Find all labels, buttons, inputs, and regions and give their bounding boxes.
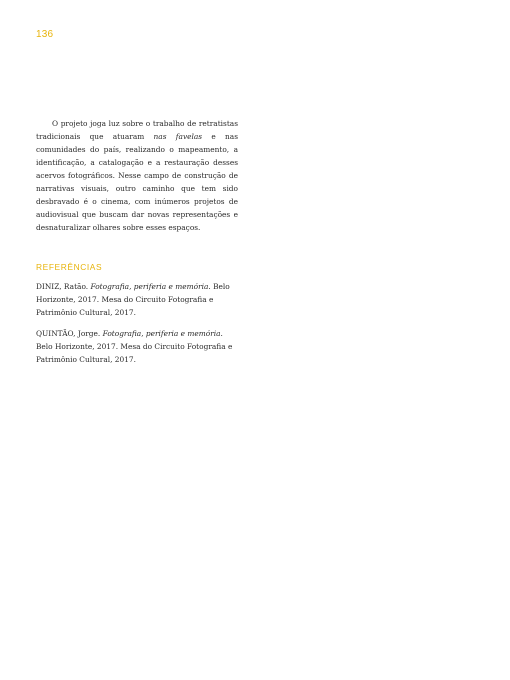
references-heading: REFERÊNCIAS bbox=[36, 262, 103, 272]
reference-author: QUINTÃO, Jorge. bbox=[36, 329, 103, 338]
reference-details: . Belo Horizonte, 2017. Mesa do Circuito Fotografia e Patrimônio Cultural, 2017. bbox=[36, 282, 230, 317]
reference-title: Fotografia, periferia e memória bbox=[90, 282, 209, 291]
reference-author: DINIZ, Ratão. bbox=[36, 282, 91, 291]
reference-title: Fotografia, periferia e memória bbox=[102, 329, 221, 338]
page-number: 136 bbox=[36, 29, 54, 40]
reference-item bbox=[36, 280, 240, 319]
body-text-part-1: O projeto joga luz sobre o trabalho de retratistas tradicionais que atuaram bbox=[36, 119, 238, 141]
reference-item bbox=[36, 327, 240, 366]
reference-details: . Belo Horizonte, 2017. Mesa do Circuito Fotografia e Patrimônio Cultural, 2017. bbox=[36, 329, 233, 364]
body-paragraph bbox=[36, 117, 238, 234]
body-text-emphasis: nas favelas bbox=[153, 132, 203, 141]
body-text-part-2: e nas comunidades do país, realizando o mapeamento, a identificação, a catalogação e a restauração desses acervos fotográficos. Nesse campo de construção de narrativas visuais, outro caminho que tem sido desbravado é o cinema, com inúmeros projetos de audiovisual que buscam dar novas representações e desnaturalizar olhares sobre esses espaços. bbox=[36, 132, 238, 232]
